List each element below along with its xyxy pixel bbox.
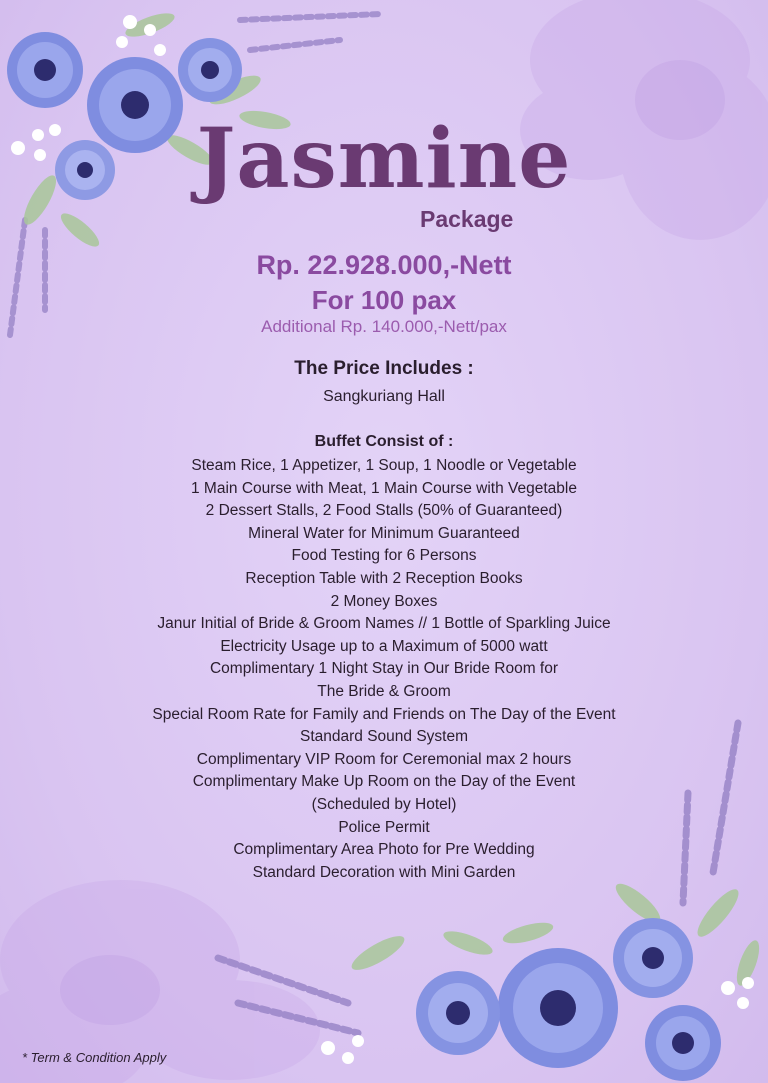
list-item: The Bride & Groom [317,682,451,700]
terms-note: * Term & Condition Apply [22,1050,167,1065]
list-item: Standard Decoration with Mini Garden [252,863,516,881]
list-item: Mineral Water for Minimum Guaranteed [248,524,520,542]
includes-list [0,455,768,884]
venue-hall: Sangkuriang Hall [323,388,445,405]
list-item: Complimentary 1 Night Stay in Our Bride Room for [209,660,559,678]
list-item: Electricity Usage up to a Maximum of 5000 watt [220,637,548,655]
list-item: Police Permit [338,818,430,836]
list-item: Steam Rice, 1 Appetizer, 1 Soup, 1 Noodle or Vegetable [191,457,577,474]
list-item: Complimentary Area Photo for Pre Wedding [233,841,535,859]
list-item: Reception Table with 2 Reception Books [245,569,523,587]
list-item: 2 Dessert Stalls, 2 Food Stalls (50% of Guaranteed) [205,502,563,520]
list-item: Special Room Rate for Family and Friends on The Day of the Event [152,705,616,723]
list-item: 2 Money Boxes [330,592,438,610]
price-additional: Additional Rp. 140.000,-Nett/pax [261,317,507,336]
buffet-heading: Buffet Consist of : [314,433,454,450]
includes-heading: The Price Includes : [294,358,474,379]
price-pax: For 100 pax [311,285,457,315]
list-item: Janur Initial of Bride & Groom Names // 1 Bottle of Sparkling Juice [157,615,611,633]
list-item: Complimentary Make Up Room on the Day of the Event [192,773,576,791]
price-main: Rp. 22.928.000,-Nett [256,250,512,280]
list-item: Complimentary VIP Room for Ceremonial max 2 hours [196,750,572,768]
list-item: Standard Sound System [299,728,469,746]
package-subtitle: Package [420,206,514,232]
list-item: (Scheduled by Hotel) [311,795,457,813]
package-title: Jasmine [196,111,572,207]
list-item: Food Testing for 6 Persons [291,547,477,565]
list-item: 1 Main Course with Meat, 1 Main Course with Vegetable [191,479,577,497]
